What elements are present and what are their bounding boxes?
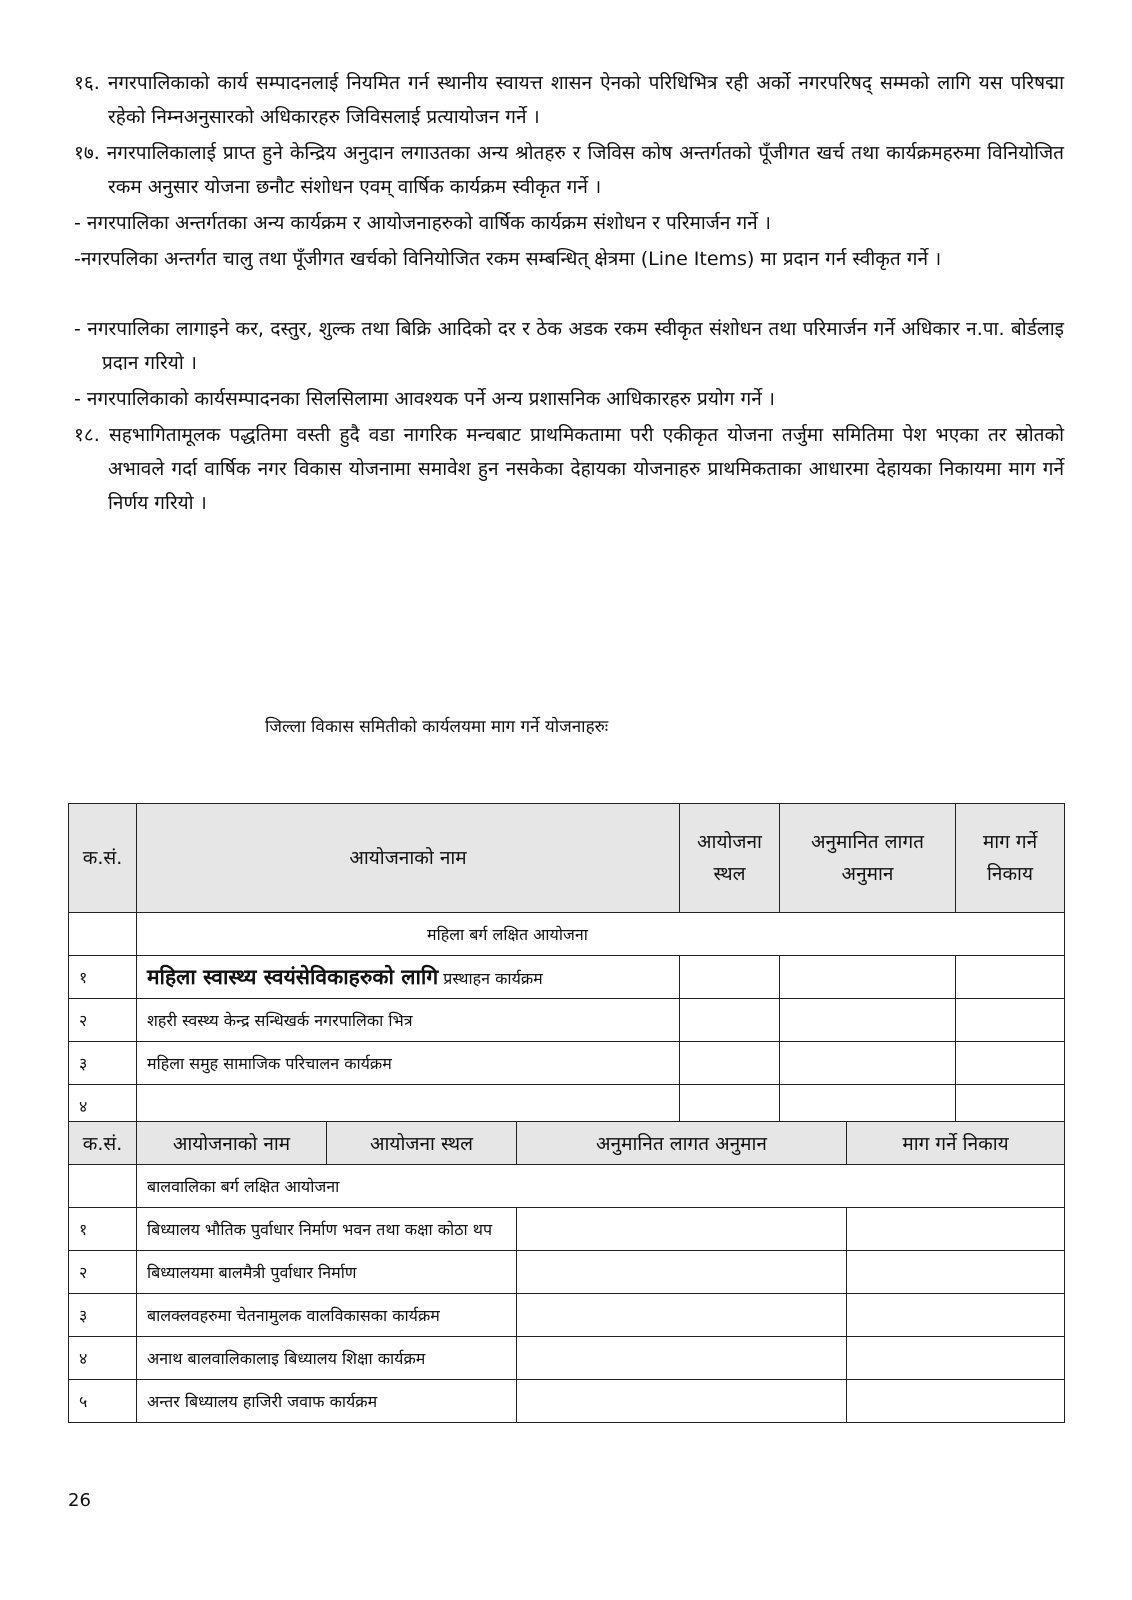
row-project-name — [137, 956, 680, 999]
bullet-admin-powers: - नगरपालिकाको कार्यसम्पादनका सिलसिलामा आवश्यक पर्ने अन्य प्रशासनिक आधिकारहरु प्रयोग गर्ने । — [74, 388, 775, 410]
header-project-name: आयोजनाको नाम — [137, 1122, 327, 1165]
row-project-name: अन्तर बिध्यालय हाजिरी जवाफ कार्यक्रम — [137, 1380, 517, 1423]
header-estimated-cost: अनुमानित लागत अनुमान — [780, 804, 956, 913]
section-title: महिला बर्ग लक्षित आयोजना — [137, 913, 1065, 956]
bullet-program-revision: - नगरपालिका अन्तर्गतका अन्य कार्यक्रम र आयोजनाहरुको वार्षिक कार्यक्रम संशोधन र परिमार्जन गर्ने । — [74, 212, 771, 234]
row-sn: ३ — [69, 1042, 137, 1085]
header-project-location: आयोजना स्थल — [327, 1122, 517, 1165]
row-sn: ४ — [69, 1085, 137, 1128]
table-row — [69, 1294, 1065, 1337]
decision-16: १६. नगरपालिकाको कार्य सम्पादनलाई नियमित गर्न स्थानीय स्वायत्त शासन ऐनको परिधिभित्र रही अर्को नगरपरिषद् सम्मको लागि यस परिषद्मा रहेको निम्नअनुसारको अधिकारहरु जिविसलाई प्रत्यायोजन गर्ने । — [74, 72, 1064, 128]
bullet-line-items: -नगरपलिका अन्तर्गत चालु तथा पूँजीगत खर्चको विनियोजित रकम सम्बन्धित् क्षेत्रमा (Line Items) मा प्रदान गर्न स्वीकृत गर्ने । — [74, 248, 942, 270]
women-projects-table — [68, 803, 1065, 1128]
decision-17: १७. नगरपालिकालाई प्राप्त हुने केन्द्रिय अनुदान लगाउतका अन्य श्रोतहरु र जिविस कोष अन्तर्गतको पूँजीगत खर्च तथा कार्यक्रमहरुमा विनियोजित रकम अनुसार योजना छनौट संशोधन एवम् वार्षिक कार्यक्रम स्वीकृत गर्ने । — [74, 142, 1064, 198]
header-requesting-agency: माग गर्ने निकाय — [956, 804, 1065, 913]
page-number: 26 — [68, 1490, 91, 1511]
row-sn: २ — [69, 999, 137, 1042]
table-header-row — [69, 1122, 1065, 1165]
row-sn: ४ — [69, 1337, 137, 1380]
section-row — [69, 1165, 1065, 1208]
header-requesting-agency: माग गर्ने निकाय — [847, 1122, 1065, 1165]
header-project-name: आयोजनाको नाम — [137, 804, 680, 913]
row-sn: १ — [69, 956, 137, 999]
bullet-tax-rates: - नगरपालिका लागाइने कर, दस्तुर, शुल्क तथा बिक्रि आदिको दर र ठेक अडक रकम स्वीकृत संशोधन तथा परिमार्जन गर्ने अधिकार न.पा. बोर्डलाइ प्रदान गरियो । — [74, 318, 1064, 374]
row-project-name: अनाथ बालवालिकालाइ बिध्यालय शिक्षा कार्यक्रम — [137, 1337, 517, 1380]
section-row — [69, 913, 1065, 956]
header-estimated-cost: अनुमानित लागत अनुमान — [517, 1122, 847, 1165]
row-sn: ५ — [69, 1380, 137, 1423]
row-project-name: महिला समुह सामाजिक परिचालन कार्यक्रम — [137, 1042, 680, 1085]
row-sn: ३ — [69, 1294, 137, 1337]
table-row — [69, 1337, 1065, 1380]
row-project-name-emphasis: महिला स्वास्थ्य स्वयंसेविकाहरुको लागि — [147, 965, 439, 989]
children-projects-table — [68, 1121, 1065, 1423]
row-sn: २ — [69, 1251, 137, 1294]
row-project-name: शहरी स्वस्थ्य केन्द्र सन्धिखर्क नगरपालिका भित्र — [137, 999, 680, 1042]
row-project-name: बिध्यालय भौतिक पुर्वाधार निर्माण भवन तथा कक्षा कोठा थप — [137, 1208, 517, 1251]
table-row — [69, 956, 1065, 999]
section-title: बालवालिका बर्ग लक्षित आयोजना — [137, 1165, 1065, 1208]
row-project-name: बिध्यालयमा बालमैत्री पुर्वाधार निर्माण — [137, 1251, 517, 1294]
table-row — [69, 1380, 1065, 1423]
table-row — [69, 1251, 1065, 1294]
header-sn: क.सं. — [69, 804, 137, 913]
decision-18: १८. सहभागितामूलक पद्धतिमा वस्ती हुदै वडा नागरिक मन्चबाट प्राथमिकतामा परी एकीकृत योजना तर्जुमा समितिमा पेश भएका तर स्रोतको अभावले गर्दा वार्षिक नगर विकास योजनामा समावेश हुन नसकेका देहायका योजनाहरु प्राथमिकताका आधारमा देहायका निकायमा माग गर्ने निर्णय गरियो । — [74, 424, 1064, 514]
table-header-row — [69, 804, 1065, 913]
row-project-name-rest: प्रस्थाहन कार्यक्रम — [443, 969, 543, 988]
table-row — [69, 1208, 1065, 1251]
table-row — [69, 1042, 1065, 1085]
table-row — [69, 999, 1065, 1042]
row-sn: १ — [69, 1208, 137, 1251]
header-sn: क.सं. — [69, 1122, 137, 1165]
header-project-location: आयोजना स्थल — [680, 804, 780, 913]
table-caption: जिल्ला विकास समितीको कार्यलयमा माग गर्ने योजनाहरुः — [265, 717, 609, 737]
row-project-name: बालक्लवहरुमा चेतनामुलक वालविकासका कार्यक्रम — [137, 1294, 517, 1337]
